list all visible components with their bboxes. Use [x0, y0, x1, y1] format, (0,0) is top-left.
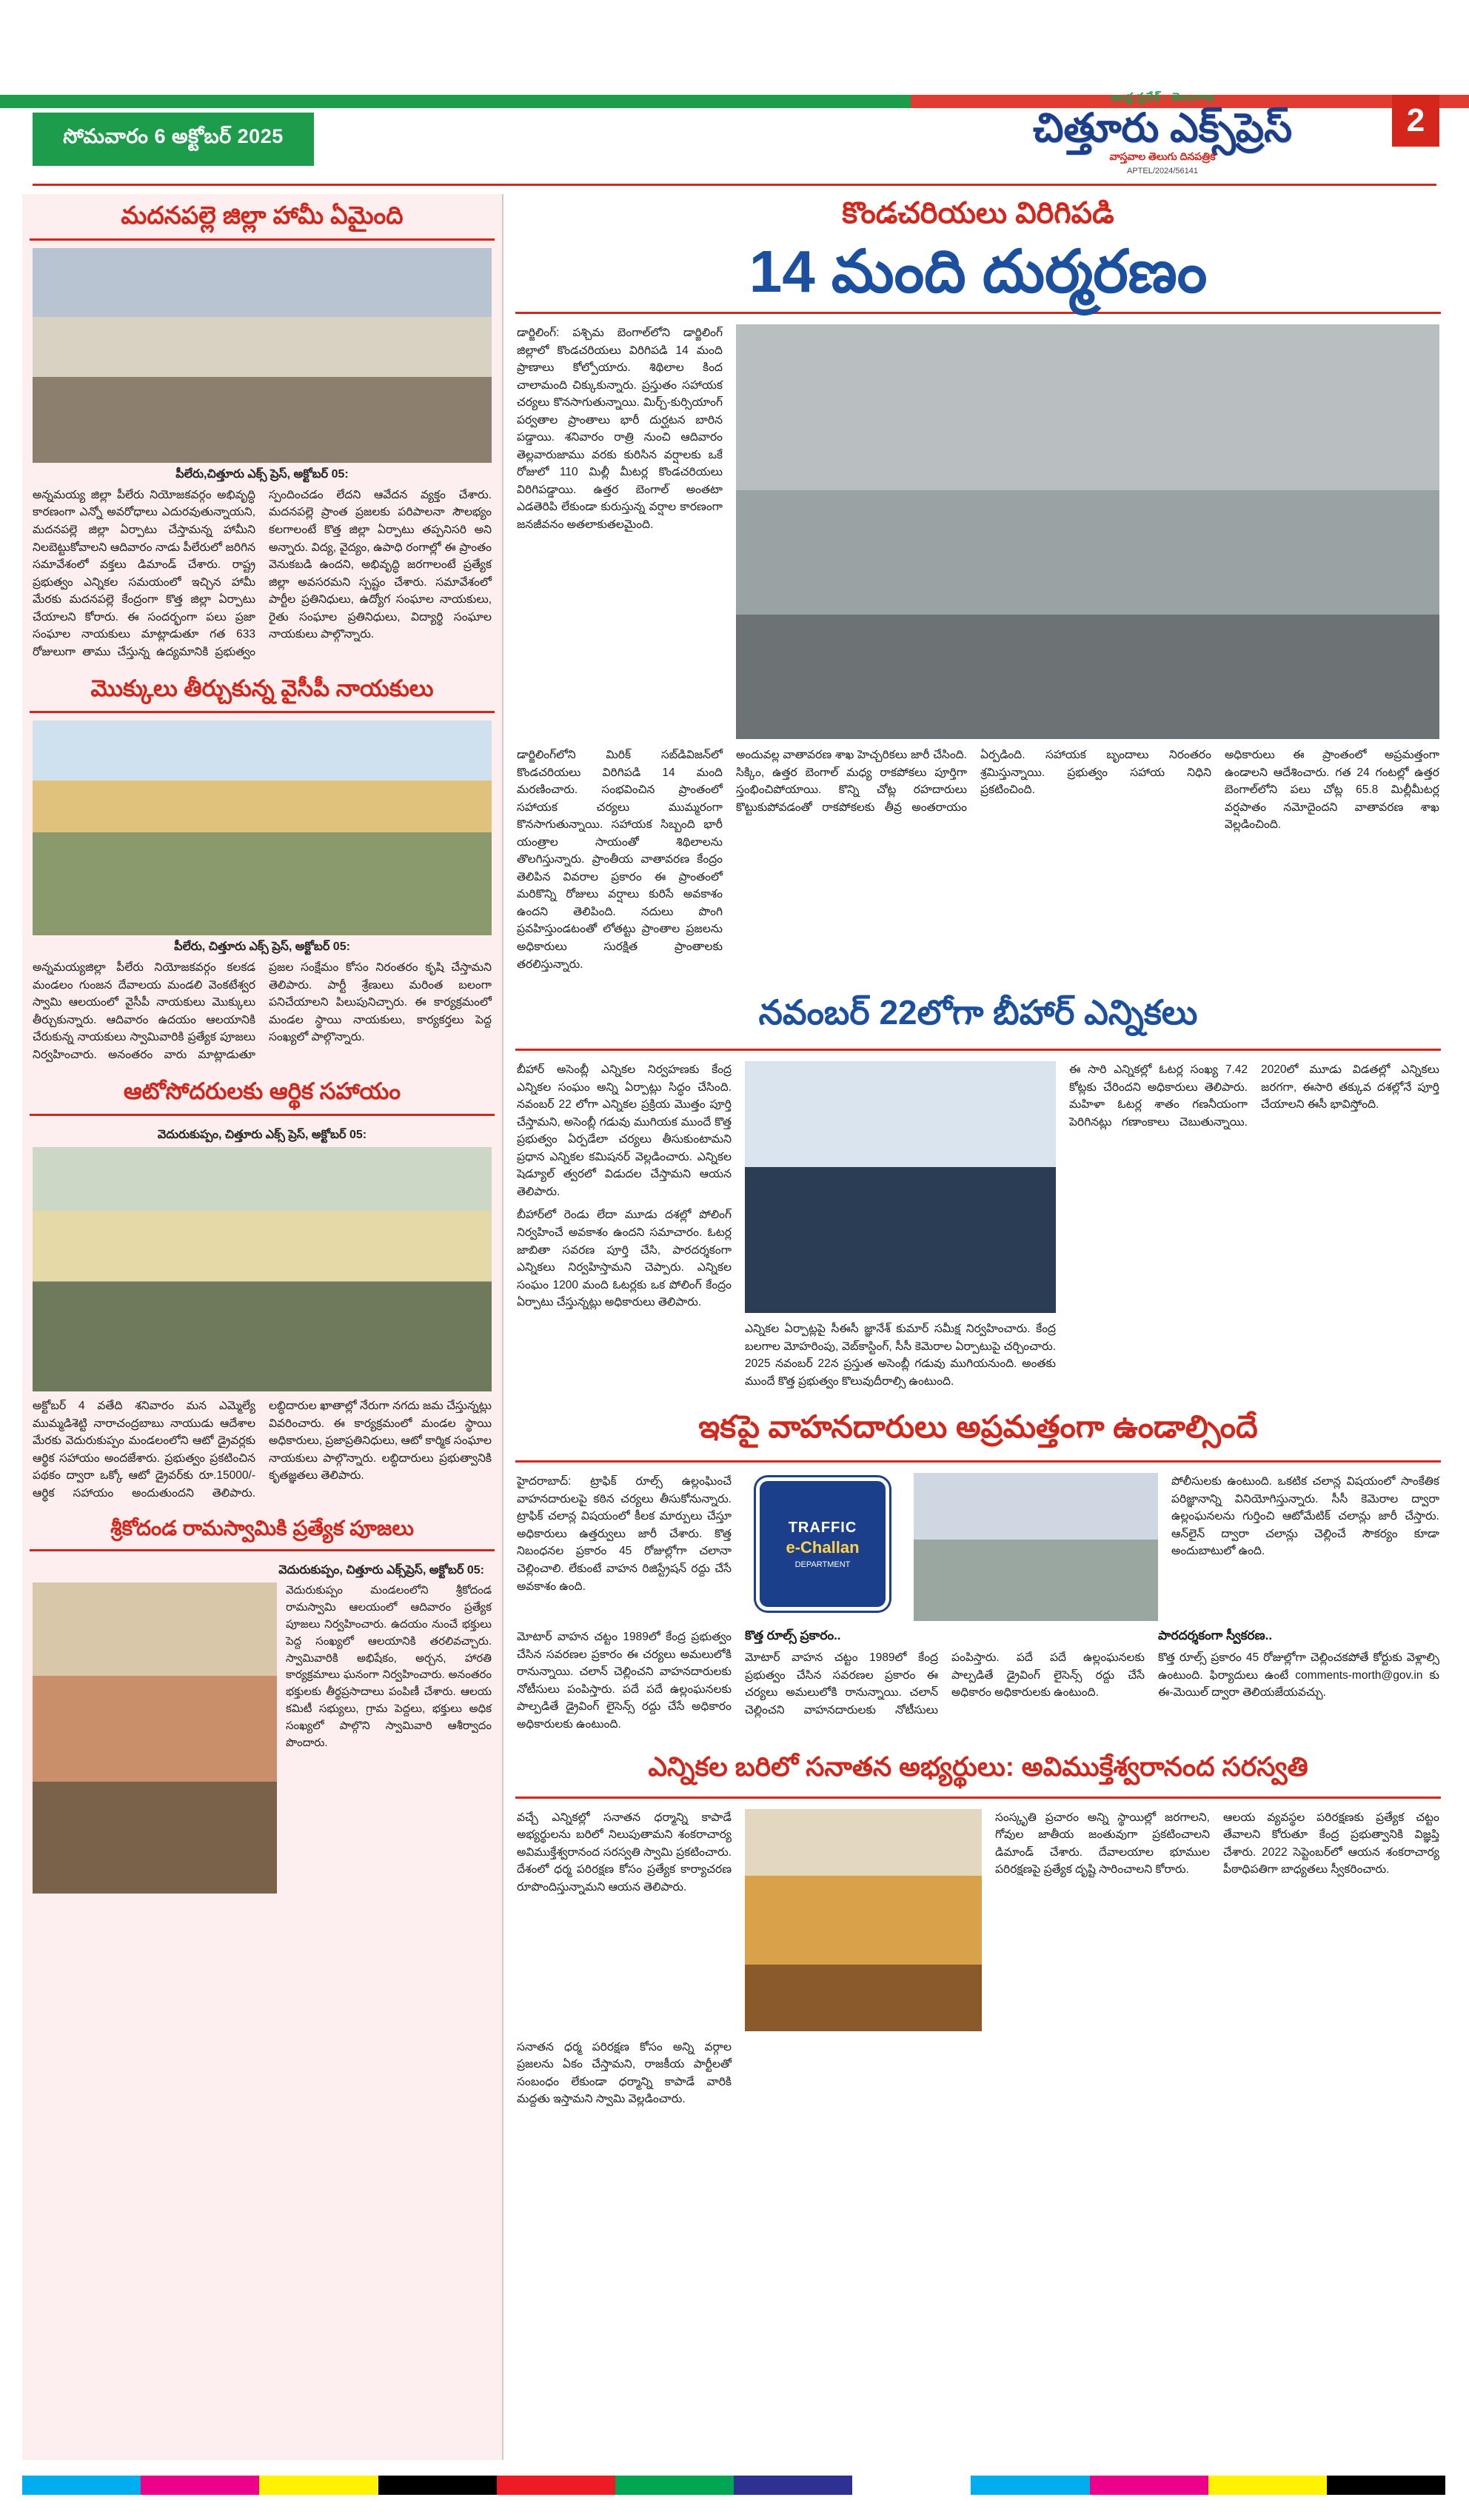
lead-headline: 14 మంది దుర్మరణం [749, 238, 1208, 304]
edition-date: సోమవారం 6 అక్టోబర్ 2025 [33, 113, 314, 166]
story-headline: మదనపల్లె జిల్లా హామీ ఏమైంది [121, 201, 404, 229]
left-story-1 [22, 194, 502, 668]
headline-rule [30, 711, 495, 713]
echallan-subhead-2: పారదర్శకంగా స్వీకరణ.. [1158, 1628, 1273, 1643]
temple-photo [33, 721, 492, 935]
left-story-3 [22, 1071, 502, 1509]
echallan-col-1: హైదరాబాద్: ట్రాఫిక్ రూల్స్ ఉల్లంఘించే వాహనదారులపై కఠిన చర్యలు తీసుకోనున్నారు. ట్రాఫిక్ చలాన్ల విషయంలో కీలక మార్పులు చేస్తూ అధికారులు ఉత్తర్వులు జారీ చేశారు. కొత్త నిబంధనల ప్రకారం 45 రోజుల్లోగా చలానా చెల్లించాలి. లేకుంటే వాహన రిజిస్ట్రేషన్ రద్దు చేసే అవకాశం ఉంది. [517, 1475, 732, 1593]
badge-line-1: TRAFFIC [788, 1519, 857, 1536]
swami-photo [745, 1809, 982, 2031]
echallan-rule [515, 1460, 1441, 1463]
badge-line-2: e-Challan [786, 1537, 860, 1557]
election-commissioner-photo [745, 1061, 1056, 1313]
sanatana-col-2: సనాతన ధర్మ పరిరక్షణ కోసం అన్ని వర్గాల ప్రజలను ఏకం చేస్తామని, రాజకీయ పార్టీలతో సంబంధం లేకుండా ధర్మాన్ని కాపాడే వారికి మద్దతు ఇస్తామని స్వామి వెల్లడించారు. [517, 2040, 732, 2106]
left-column [22, 194, 503, 2460]
story-body: అక్టోబర్ 4 వతేది శనివారం మన ఎమ్మెల్యే ముమ్మడిశెట్టి నారాచంద్రబాబు నాయుడు ఆదేశాల మేరకు వెదురుకుప్పం మండలంలోని ఆటో డ్రైవర్లకు ఆర్థిక సహాయం అందజేశారు. ప్రభుత్వం ప్రకటించిన పథకం ద్వారా ఒక్కో ఆటో డ్రైవర్‌కు రూ.15000/- ఆర్థిక సహాయం అందుతుందని తెలిపారు. లబ్ధిదారుల ఖాతాల్లో నేరుగా నగదు జమ చేస్తున్నట్లు వివరించారు. ఈ కార్యక్రమంలో మండల స్థాయి అధికారులు, ప్రజాప్రతినిధులు, ఆటో కార్మిక సంఘాల నాయకులు పాల్గొన్నారు. లబ్ధిదారులు ప్రభుత్వానికి కృతజ్ఞతలు తెలిపారు. [33, 1399, 492, 1500]
story-body: అన్నమయ్యజిల్లా పీలేరు నియోజకవర్గం కలకడ మండలం గుంజన దేవాలయ మండలి వెంకటేశ్వర స్వామి ఆలయంలో వైసీపీ నాయకులు మొక్కులు తీర్చుకున్నారు. ఆదివారం ఉదయం ఆలయానికి చేరుకున్న నాయకులు స్వామివారికి ప్రత్యేక పూజలు నిర్వహించారు. అనంతరం వారు మాట్లాడుతూ ప్రజల సంక్షేమం కోసం నిరంతరం కృషి చేస్తామని తెలిపారు. పార్టీ శ్రేణులు మరింత బలంగా పనిచేయాలని పిలుపునిచ్చారు. ఈ కార్యక్రమంలో మండల స్థాయి నాయకులు, కార్యకర్తలు పెద్ద సంఖ్యలో పాల్గొన్నారు. [33, 961, 492, 1061]
lead-kicker: కొండచరియలు విరిగిపడి [842, 197, 1114, 230]
bihar-col-3: ఎన్నికల ఏర్పాట్లపై సీఈసీ జ్ఞానేశ్ కుమార్ సమీక్ష నిర్వహించారు. కేంద్ర బలగాల మోహరింపు, వెబ్‌కాస్టింగ్, సీసీ కెమెరాల ఏర్పాటుపై చర్చించారు. 2025 నవంబర్ 22న ప్రస్తుత అసెంబ్లీ గడువు ముగియనుంది. అంతకు ముందే కొత్త ప్రభుత్వం కొలువుదీరాల్సి ఉంటుంది. [745, 1323, 1056, 1388]
logo-subtitle: వాస్తవాల తెలుగు దినపత్రిక [1109, 150, 1216, 162]
echallan-col-2b: మోటార్ వాహన చట్టం 1989లో కేంద్ర ప్రభుత్వం చేసిన సవరణల ప్రకారం ఈ చర్యలు అమలులోకి రానున్నాయి. చలాన్ చెల్లించని వాహనదారులకు నోటీసులు పంపిస్తారు. పదే పదే ఉల్లంఘనలకు పాల్పడితే డ్రైవింగ్ లైసెన్స్ రద్దు చేసే అధికారం అధికారులకు ఉంటుంది. [745, 1651, 1145, 1717]
echallan-subhead-1: కొత్త రూల్స్ ప్రకారం.. [745, 1628, 841, 1643]
echallan-story [511, 1409, 1445, 1733]
landslide-photo [736, 324, 1439, 739]
color-registration-strip [22, 2476, 1445, 2495]
sanatana-story [511, 1751, 1445, 2108]
pooja-photo [33, 1582, 277, 1894]
sanatana-col-4: ఆలయ వ్యవస్థల పరిరక్షణకు ప్రత్యేక చట్టం తేవాలని కోరుతూ కేంద్ర ప్రభుత్వానికి విజ్ఞప్తి చేశారు. 2022 సెప్టెంబర్‌లో ఆయన శంకరాచార్య పీఠాధిపతిగా బాధ్యతలు స్వీకరించారు. [1223, 1811, 1439, 1876]
logo-title: చిత్తూరు ఎక్స్‌ప్రెస్ [1033, 106, 1292, 150]
lead-col-1: డార్జిలింగ్: పశ్చిమ బెంగాల్‌లోని డార్జిలింగ్ జిల్లాలో కొండచరియలు విరిగిపడి 14 మంది ప్రాణాలు కోల్పోయారు. శిథిలాల కింద చాలామంది చిక్కుకున్నారు. ప్రస్తుతం సహాయక చర్యలు కొనసాగుతున్నాయి. మిర్చ్-కుర్సియాంగ్ పర్వతాల ప్రాంతాలు భారీ దుర్ఘటన బారిన పడ్డాయి. శనివారం రాత్రి నుంచి ఆదివారం తెల్లవారుజాము వరకు కురిసిన వర్షాలకు ఒకే రోజులో 110 మిల్లీ మీటర్ల కొండచరియలు విరిగిపడ్డాయి. ఉత్తర బెంగాల్ అంతటా ఎడతెరిపి లేకుండా కురుస్తున్న వర్షాల కారణంగా జనజీవనం అతలాకుతలమైంది. [517, 327, 723, 532]
lead-col-4: అధికారులు ఈ ప్రాంతంలో అప్రమత్తంగా ఉండాలని ఆదేశించారు. గత 24 గంటల్లో ఉత్తర బెంగాల్‌లోని పలు చోట్ల 65.8 మిల్లీమీటర్ల వర్షపాతం నమోదైందని వాతావరణ శాఖ వెల్లడించింది. [1225, 749, 1439, 832]
echallan-headline: ఇకపై వాహనదారులు అప్రమత్తంగా ఉండాల్సిందే [698, 1409, 1258, 1445]
page-number: 2 [1392, 95, 1439, 147]
bihar-headline: నవంబర్ 22లోగా బీహార్ ఎన్నికలు [758, 993, 1198, 1032]
story-body: అన్నమయ్య జిల్లా పీలేరు నియోజకవర్గం అభివృద్ధి కారణంగా ఎన్నో అవరోధాలు ఎదురవుతున్నాయని, మదనపల్లె జిల్లా ఏర్పాటు చేస్తామన్న హామీని నిలబెట్టుకోవాలని ఆదివారం నాడు పీలేరులో జరిగిన సమావేశంలో వక్తలు డిమాండ్ చేశారు. రాష్ట్ర ప్రభుత్వం ఎన్నికల సమయంలో ఇచ్చిన హామీ మేరకు మదనపల్లె కేంద్రంగా కొత్త జిల్లా ఏర్పాటు చేయాలని కోరారు. ఈ సందర్భంగా పలు ప్రజా సంఘాల నాయకులు మాట్లాడుతూ గత 633 రోజులుగా తాము చేస్తున్న ఉద్యమానికి ప్రభుత్వం స్పందించడం లేదని ఆవేదన వ్యక్తం చేశారు. మదనపల్లె ప్రాంత ప్రజలకు పరిపాలనా సౌలభ్యం కలగాలంటే కొత్త జిల్లా ఏర్పాటు తప్పనిసరి అని అన్నారు. విద్య, వైద్యం, ఉపాధి రంగాల్లో ఈ ప్రాంతం వెనుకబడి ఉందని, అభివృద్ధి జరగాలంటే ప్రత్యేక జిల్లా అవసరమని స్పష్టం చేశారు. సమావేశంలో పార్టీల ప్రతినిధులు, ఉద్యోగ సంఘాల నాయకులు, రైతు సంఘాల ప్రతినిధులు, విద్యార్థి సంఘాల నాయకులు పాల్గొన్నారు. [33, 488, 492, 658]
logo-registration: APTEL/2024/56141 [1126, 167, 1199, 176]
headline-rule [30, 1549, 495, 1551]
sanatana-rule [515, 1797, 1441, 1799]
bihar-col-1: బీహార్ అసెంబ్లీ ఎన్నికల నిర్వహణకు కేంద్ర ఎన్నికల సంఘం అన్ని ఏర్పాట్లు సిద్ధం చేసింది. నవంబర్ 22 లోగా ఎన్నికల ప్రక్రియ మొత్తం పూర్తి చేస్తామని, అసెంబ్లీ గడువు ముగియక ముందే కొత్త ప్రభుత్వం ఏర్పడేలా చర్యలు తీసుకుంటామని ప్రధాన ఎన్నికల కమిషనర్ వెల్లడించారు. ఎన్నికల షెడ్యూల్ త్వరలో విడుదల చేస్తామని ఆయన తెలిపారు. [517, 1063, 732, 1198]
bihar-story [511, 992, 1445, 1390]
photo-caption: పీలేరు,చిత్తూరు ఎక్స్ ప్రెస్, అక్టోబర్ 05: [175, 467, 349, 481]
echallan-col-3: పోలీసులకు ఉంటుంది. ఒకటిక చలాన్ల విషయంలో సాంకేతిక పరిజ్ఞానాన్ని వినియోగిస్తున్నారు. సీసీ కెమెరాల ద్వారా ఉల్లంఘనలను గుర్తించి ఆటోమేటిక్ చలాన్లు జారీ చేస్తారు. ఆన్‌లైన్ ద్వారా చలాన్లు చెల్లించే సౌకర్యం కూడా అందుబాటులో ఉంది. [1171, 1475, 1439, 1558]
headline-rule [30, 238, 495, 241]
bihar-rule [515, 1049, 1441, 1051]
lead-col-3: అందువల్ల వాతావరణ శాఖ హెచ్చరికలు జారీ చేసింది. సిక్కిం, ఉత్తర బెంగాల్ మధ్య రాకపోకలు పూర్తిగా స్తంభించిపోయాయి. కొన్ని చోట్ల రహదారులు కొట్టుకుపోవడంతో రాకపోకలకు తీవ్ర అంతరాయం ఏర్పడింది. సహాయక బృందాలు నిరంతరం శ్రమిస్తున్నాయి. ప్రభుత్వం సహాయ నిధిని ప్రకటించింది. [736, 749, 1211, 814]
photo-caption: వెదురుకుప్పం, చిత్తూరు ఎక్స్‌ప్రెస్, అక్టోబర్ 05: [278, 1564, 484, 1577]
main-column [511, 194, 1445, 2460]
sanatana-col-3: సంస్కృతి ప్రచారం అన్ని స్థాయిల్లో జరగాలని, గోవుల జాతీయ జంతువుగా ప్రకటించాలని డిమాండ్ చేశారు. దేవాలయాల భూముల పరిరక్షణపై ప్రత్యేక దృష్టి సారించాలని కోరారు. [995, 1811, 1210, 1876]
traffic-police-photo [914, 1473, 1158, 1621]
header-divider [33, 184, 1436, 186]
auto-photo [33, 1147, 492, 1391]
story-headline: శ్రీకోదండ రామస్వామికి ప్రత్యేక పూజలు [110, 1517, 414, 1540]
newspaper-logo [955, 89, 1370, 178]
meeting-photo [33, 248, 492, 463]
lead-col-2: డార్జిలింగ్‌లోని మిరిక్ సబ్‌డివిజన్‌లో కొండచరియలు విరిగిపడి 14 మంది మరణించారు. సంభవించిన ప్రాంతంలో సహాయక చర్యలు ముమ్మరంగా కొనసాగుతున్నాయి. సహాయక సిబ్బంది భారీ యంత్రాల సాయంతో శిథిలాలను తొలగిస్తున్నారు. ప్రాంతీయ వాతావరణ కేంద్రం తెలిపిన వివరాల ప్రకారం ఈ ప్రాంతంలో మరికొన్ని రోజులు వర్షాలు కురిసే అవకాశం ఉందని తెలిపింది. నదులు పొంగి ప్రవహిస్తుండటంతో లోతట్టు ప్రాంతాల ప్రజలను అధికారులు సురక్షిత ప్రాంతాలకు తరలిస్తున్నారు. [517, 749, 723, 971]
echallan-col-4: కొత్త రూల్స్ ప్రకారం 45 రోజుల్లోగా చెల్లించకపోతే కోర్టుకు వెళ్లాల్సి ఉంటుంది. ఫిర్యాదులు ఉంటే comments-morth@gov.in కు ఈ-మెయిల్ ద్వారా తెలియజేయవచ్చు. [1158, 1651, 1439, 1700]
bihar-col-2: బీహార్‌లో రెండు లేదా మూడు దశల్లో పోలింగ్ నిర్వహించే అవకాశం ఉందని సమాచారం. ఓటర్ల జాబితా సవరణ పూర్తి చేసి, పారదర్శకంగా ఎన్నికలు నిర్వహిస్తామని చెప్పారు. ఎన్నికల సంఘం 1200 మంది ఓటర్లకు ఒక పోలింగ్ కేంద్రం ఏర్పాటు చేస్తున్నట్లు అధికారులు తెలిపారు. [517, 1209, 732, 1309]
traffic-echallan-badge [756, 1477, 889, 1611]
lead-story [511, 194, 1445, 973]
photo-caption: వెదురుకుప్పం, చిత్తూరు ఎక్స్ ప్రెస్, అక్టోబర్ 05: [157, 1128, 367, 1141]
story-headline: మొక్కులు తీర్చుకున్న వైసీపీ నాయకులు [90, 675, 434, 702]
bihar-col-4: ఈ సారి ఎన్నికల్లో ఓటర్ల సంఖ్య 7.42 కోట్లకు చేరిందని అధికారులు తెలిపారు. మహిళా ఓటర్ల శాతం గణనీయంగా పెరిగినట్లు గణాంకాలు చెబుతున్నాయి. 2020లో మూడు విడతల్లో ఎన్నికలు జరగగా, ఈసారి తక్కువ దశల్లోనే పూర్తి చేయాలని ఈసీ భావిస్తోంది. [1069, 1063, 1439, 1129]
story-headline: ఆటోసోదరులకు ఆర్థిక సహాయం [123, 1078, 401, 1105]
sanatana-col-1: వచ్చే ఎన్నికల్లో సనాతన ధర్మాన్ని కాపాడే అభ్యర్థులను బరిలో నిలుపుతామని శంకరాచార్య అవిముక్తేశ్వరానంద సరస్వతి స్వామి ప్రకటించారు. దేశంలో ధర్మ పరిరక్షణ కోసం ప్రత్యేక కార్యాచరణ రూపొందిస్తున్నామని ఆయన తెలిపారు. [517, 1811, 732, 1894]
logo-top-text: ఆంధ్ర ప్రదేశ్ - తెలంగాణ [1111, 91, 1214, 104]
badge-line-3: DEPARTMENT [794, 1560, 851, 1569]
photo-caption: పీలేరు, చిత్తూరు ఎక్స్ ప్రెస్, అక్టోబర్ 05: [174, 940, 350, 954]
headline-rule [30, 1114, 495, 1116]
echallan-col-2: మోటార్ వాహన చట్టం 1989లో కేంద్ర ప్రభుత్వం చేసిన సవరణల ప్రకారం ఈ చర్యలు అమలులోకి రానున్నాయి. చలాన్ చెల్లించని వాహనదారులకు నోటీసులు పంపిస్తారు. పదే పదే ఉల్లంఘనలకు పాల్పడితే డ్రైవింగ్ లైసెన్స్ రద్దు చేసే అధికారం అధికారులకు ఉంటుంది. [517, 1631, 732, 1731]
lead-rule [515, 312, 1441, 314]
left-story-4 [22, 1509, 502, 1894]
story-body: వెదురుకుప్పం మండలంలోని శ్రీకోదండ రామస్వామి ఆలయంలో ఆదివారం ప్రత్యేక పూజలు నిర్వహించారు. ఉదయం నుంచే భక్తులు పెద్ద సంఖ్యలో ఆలయానికి తరలివచ్చారు. స్వామివారికి అభిషేకం, అర్చన, హారతి కార్యక్రమాలు ఘనంగా నిర్వహించారు. అనంతరం భక్తులకు తీర్థప్రసాదాలు పంపిణీ చేశారు. ఆలయ కమిటీ సభ్యులు, గ్రామ పెద్దలు, భక్తులు అధిక సంఖ్యలో పాల్గొని స్వామివారి ఆశీర్వాదం పొందారు. [286, 1584, 492, 1749]
sanatana-headline: ఎన్నికల బరిలో సనాతన అభ్యర్థులు: అవిముక్తేశ్వరానంద సరస్వతి [648, 1751, 1308, 1782]
left-story-2 [22, 668, 502, 1071]
